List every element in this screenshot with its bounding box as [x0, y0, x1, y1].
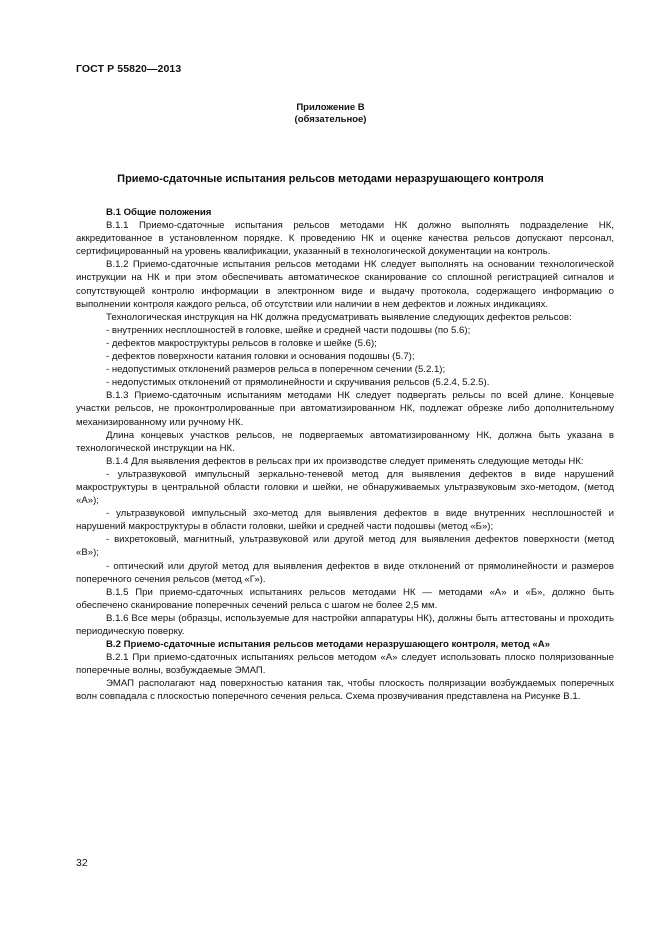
list-item: - дефектов макроструктуры рельсов в головке и шейке (5.6);: [106, 337, 377, 349]
list-item: - ультразвуковой импульсный эхо-метод для выявления дефектов в виде внутренних несплошностей и нарушений макроструктуры в области головки, шейки и средней части подошвы (метод «Б»);: [76, 508, 614, 533]
paragraph: В.1.6 Все меры (образцы, используемые для настройки аппаратуры НК), должны быть аттестованы и проходить периодическую поверку.: [76, 612, 614, 637]
paragraph: В.1.4 Для выявления дефектов в рельсах при их производстве следует применять следующие методы НК:: [106, 455, 584, 467]
annex-title: Приложение В: [296, 102, 365, 113]
paragraph: ЭМАП располагают над поверхностью катания так, чтобы плоскость поляризации возбуждаемых поперечных волн совпадала с плоскостью поперечного сечения рельса. Схема прозвучивания представлена на Рисунке В.1.: [76, 678, 614, 703]
annex-status: (обязательное): [294, 114, 367, 125]
document-header: ГОСТ Р 55820—2013: [76, 63, 182, 75]
page-number: 32: [76, 857, 88, 869]
paragraph: В.1.3 Приемо-сдаточным испытаниям методами НК следует подвергать рельсы по всей длине. Концевые участки рельсов, не проконтролированные при автоматизированном НК, подлежат обрезке либо дополнительному механизированному или ручному НК.: [76, 390, 614, 428]
paragraph: Длина концевых участков рельсов, не подвергаемых автоматизированному НК, должна быть указана в технологической инструкции на НК.: [76, 429, 614, 454]
list-item: - вихретоковый, магнитный, ультразвуковой или другой метод для выявления дефектов поверхности (метод «В»);: [76, 534, 614, 559]
paragraph: В.2.1 При приемо-сдаточных испытаниях рельсов методом «А» следует использовать плоско поляризованные поперечные волны, возбуждаемые ЭМАП.: [76, 652, 614, 677]
list-item: - внутренних несплошностей в головке, шейке и средней части подошвы (по 5.6);: [106, 324, 471, 336]
document-body: [76, 206, 614, 704]
list-item: - недопустимых отклонений от прямолинейности и скручивания рельсов (5.2.4, 5.2.5).: [106, 377, 490, 389]
list-item: - ультразвуковой импульсный зеркально-теневой метод для выявления дефектов в виде нарушений макроструктуры в центральной области головки и шейки, не обнаруживаемых ультразвуковым эхо-методом, (метод «А»);: [76, 468, 614, 507]
list-item: - недопустимых отклонений размеров рельса в поперечном сечении (5.2.1);: [106, 364, 446, 376]
list-item: - дефектов поверхности катания головки и основания подошвы (5.7);: [106, 351, 415, 363]
section-heading: В.1 Общие положения: [106, 207, 212, 218]
paragraph: Технологическая инструкция на НК должна предусматривать выявление следующих дефектов рельсов:: [106, 311, 572, 323]
page-title: Приемо-сдаточные испытания рельсов методами неразрушающего контроля: [117, 173, 544, 185]
paragraph: В.1.1 Приемо-сдаточные испытания рельсов методами НК должно выполнять подразделение НК, аккредитованное в установленном порядке. К проведению НК и оценке качества рельсов допускают персонал, сертифицированный на уровень квалификации, указанный в технологической документации на контроль.: [76, 220, 614, 258]
list-item: - оптический или другой метод для выявления дефектов в виде отклонений от прямолинейности и размеров поперечного сечения рельсов (метод «Г»).: [76, 560, 614, 585]
paragraph: В.1.5 При приемо-сдаточных испытаниях рельсов методами НК — методами «А» и «Б», должно быть обеспечено сканирование поперечных сечений рельса с шагом не более 2,5 мм.: [76, 586, 614, 611]
annex-heading: [0, 102, 661, 126]
paragraph: В.1.2 Приемо-сдаточные испытания рельсов методами НК следует выполнять на основании технологической инструкции на НК и при этом обеспечивать автоматическое сканирование со сплошной регистрацией сигналов и сопутствующей контролю информации в электронном виде и выдачу протокола, содержащего информацию о выполнении контроля каждого рельса, об отсутствии или наличии в нем дефектов и ложных индикациях.: [76, 259, 614, 310]
section-heading: В.2 Приемо-сдаточные испытания рельсов методами неразрушающего контроля, метод «А»: [106, 639, 550, 651]
